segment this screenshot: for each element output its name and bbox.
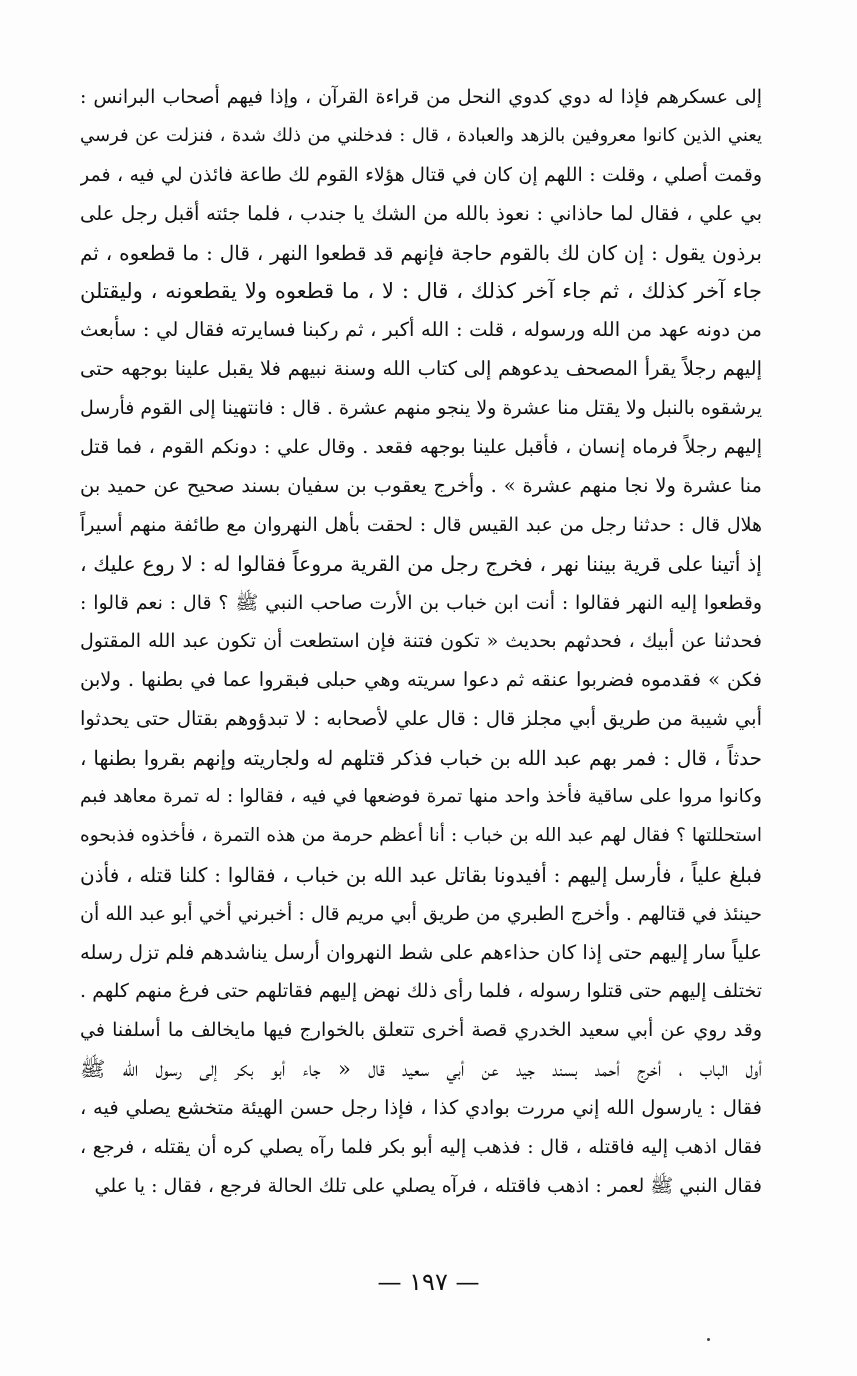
text-line-18: حدثاً ، قال : فمر بهم عبد الله بن خباب فذكر قتلهم له ولجاريته وإنهم بقروا بطنها ، bbox=[80, 746, 762, 771]
text-line-13: إذ أتينا على قرية بيننا نهر ، فخرج رجل من القرية مروعاً فقالوا له : لا روع عليك ، bbox=[80, 551, 762, 576]
text-line-4: بي علي ، فقال لما حاذاني : نعوذ بالله من الشك يا جندب ، فلما جئته أقبل رجل على bbox=[80, 201, 762, 225]
page-number: — ١٩٧ — bbox=[377, 1268, 480, 1296]
text-line-11: منا عشرة ولا نجا منهم عشرة » . وأخرج يعقوب بن سفيان بسند صحيح عن حميد بن bbox=[80, 473, 762, 497]
text-line-12: هلال قال : حدثنا رجل من عبد القيس قال : لحقت بأهل النهروان مع طائفة منهم أسيراً bbox=[80, 513, 762, 536]
text-line-14: وقطعوا إليه النهر فقالوا : أنت ابن خباب بن الأرت صاحب النبي ﷺ ؟ قال : نعم قالوا : bbox=[80, 591, 762, 614]
text-line-20: استحللتها ؟ فقال لهم عبد الله بن خباب : أنا أعظم حرمة من هذه التمرة ، فأخذوه فذبحوه bbox=[80, 824, 762, 846]
text-line-8: إليهم رجلاً يقرأ المصحف يدعوهم إلى كتاب الله وسنة نبيهم فلا يقبل علينا بوجهه حتى bbox=[80, 357, 762, 381]
text-line-3: وقمت أصلي ، وقلت : اللهم إن كان في قتال هؤلاء القوم لك طاعة فائذن لي فيه ، فمر bbox=[80, 163, 762, 186]
text-line-2: يعني الذين كانوا معروفين بالزهد والعبادة ، قال : فدخلني من ذلك شدة ، فنزلت عن فرسي bbox=[80, 124, 762, 146]
text-line-17: أبي شيبة من طريق أبي مجلز قال : قال علي لأصحابه : لا تبدؤوهم بقتال حتى يحدثوا bbox=[80, 707, 762, 731]
text-line-10: إليهم رجلاً فرماه إنسان ، فأقبل علينا بوجهه فقعد . وقال علي : دونكم القوم ، فما قتل bbox=[80, 436, 762, 459]
text-line-19: وكانوا مروا على ساقية فأخذ واحد منها تمرة فوضعها في فيه ، فقالوا : له تمرة معاهد فبم bbox=[80, 786, 762, 808]
text-line-1: إلى عسكرهم فإذا له دوي كدوي النحل من قراءة القرآن ، وإذا فيهم أصحاب البرانس : bbox=[80, 86, 762, 108]
text-line-21: فبلغ علياً ، فأرسل إليهم : أفيدونا بقاتل عبد الله بن خباب ، فقالوا : كلنا قتله ، فأذن bbox=[80, 862, 762, 887]
body-text bbox=[80, 78, 762, 1206]
text-line-6: جاء آخر كذلك ، ثم جاء آخر كذلك ، قال : لا ، ما قطعوه ولا يقطعونه ، وليقتلن bbox=[80, 279, 762, 304]
text-line-23: علياً سار إليهم حتى إذا كان حذاءهم على شط النهروان أرسل يناشدهم فلم تزل رسله bbox=[80, 940, 762, 964]
text-line-28: فقال اذهب إليه فاقتله ، قال : فذهب إليه أبو بكر فلما رآه يصلي كره أن يقتله ، فرجع ، bbox=[80, 1136, 762, 1159]
text-line-22: حينئذ في قتالهم . وأخرج الطبري من طريق أبي مريم قال : أخبرني أخي أبو عبد الله أن bbox=[80, 902, 762, 925]
text-line-15: فحدثنا عن أبيك ، فحدثهم بحديث « تكون فتنة فإن استطعت أن تكون عبد الله المقتول bbox=[80, 630, 762, 653]
text-line-24: تختلف إليهم حتى قتلوا رسوله ، فلما رأى ذلك نهض إليهم فقاتلهم حتى فرغ منهم كلهم . bbox=[80, 980, 762, 1003]
text-line-16: فكن » فقدموه فضربوا عنقه ثم دعوا سريته وهي حبلى فبقروا عما في بطنها . ولابن bbox=[80, 668, 762, 692]
text-line-27: فقال : يارسول الله إني مررت بوادي كذا ، فإذا رجل حسن الهيئة متخشع يصلي فيه ، bbox=[80, 1096, 762, 1120]
text-line-9: يرشقوه بالنبل ولا يقتل منا عشرة ولا ينجو منهم عشرة . قال : فانتهينا إلى القوم فأرسل bbox=[80, 397, 762, 420]
text-line-25: وقد روي عن أبي سعيد الخدري قصة أخرى تتعلق بالخوارج فيها مايخالف ما أسلفنا في bbox=[80, 1019, 762, 1042]
text-line-7: من دونه عهد من الله ورسوله ، قلت : الله أكبر ، ثم ركبنا فسايرته فقال لي : سأبعث bbox=[80, 318, 762, 342]
text-line-5: برذون يقول : إن كان لك بالقوم حاجة فإنهم قد قطعوا النهر ، قال : ما قطعوه ، ثم bbox=[80, 240, 762, 265]
text-line-26: أول الباب ، أخرج أحمد بسند جيد عن أبي سعيد قال « جاء أبو بكر إلى رسول الله ﷺ bbox=[80, 1057, 762, 1082]
text-line-29: فقال النبي ﷺ لعمر : اذهب فاقتله ، فرآه يصلي على تلك الحالة فرجع ، فقال : يا علي bbox=[94, 1174, 762, 1197]
speck-mark bbox=[707, 1338, 710, 1341]
